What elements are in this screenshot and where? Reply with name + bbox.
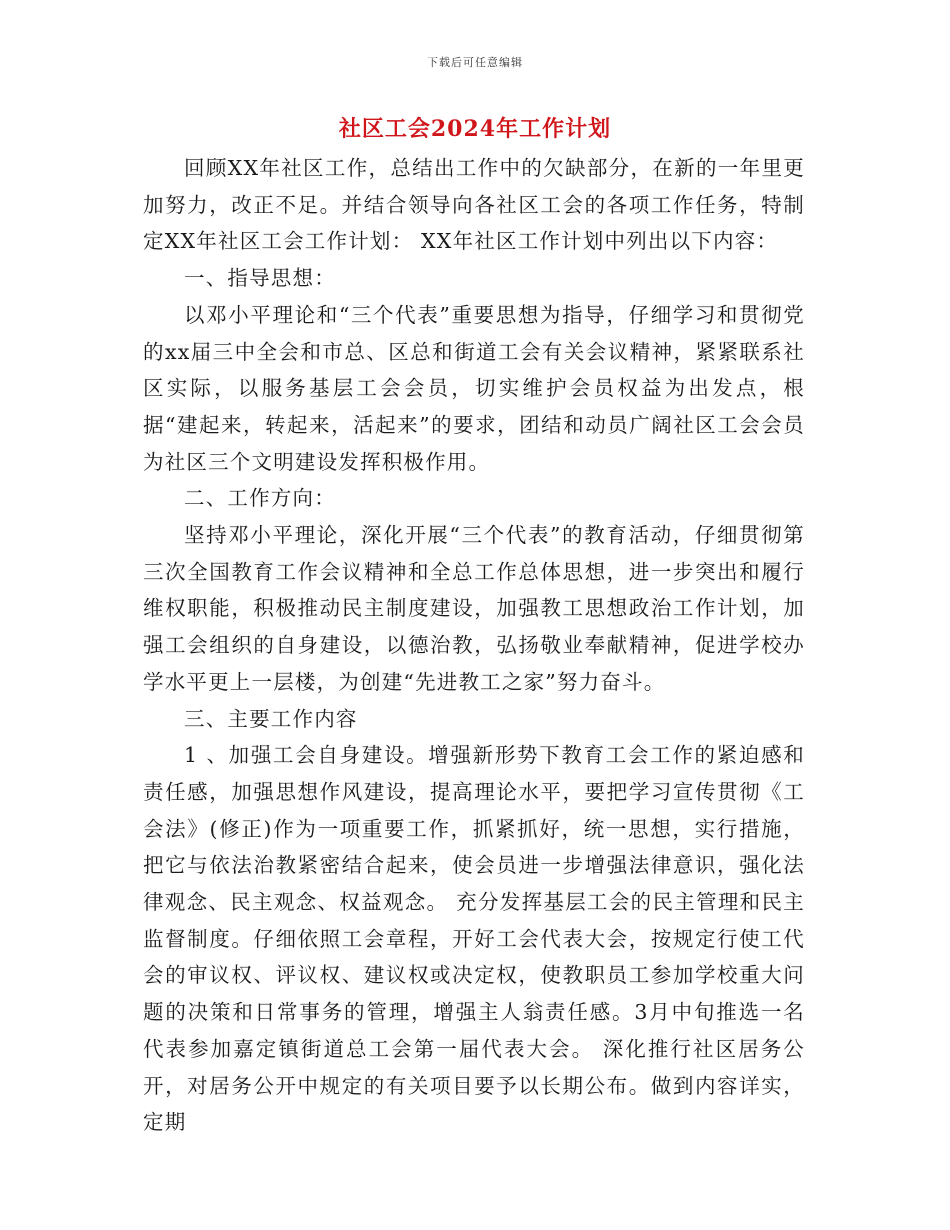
header-note: 下载后可任意编辑 [427,56,523,69]
document-body [143,150,805,1141]
document-title: 社区工会2024年工作计划 [338,116,612,142]
work-direction-paragraph: 坚持邓小平理论，深化开展“三个代表”的教育活动，仔细贯彻第三次全国教育工作会议精神和全总工作总体思想，进一步突出和履行维权职能，积极推动民主制度建设，加强教工思想政治工作计划，加强工会组织的自身建设，以德治教，弘扬敬业奉献精神，促进学校办学水平更上一层楼，为创建“先进教工之家”努力奋斗。 [143,523,805,694]
section-heading-guiding-thought: 一、指导思想： [184,266,336,291]
section-heading-work-direction: 二、工作方向： [184,486,336,511]
intro-paragraph: 回顾XX年社区工作，总结出工作中的欠缺部分，在新的一年里更加努力，改正不足。并结合领导向各社区工会的各项工作任务，特制定XX年社区工会工作计划： XX年社区工作计划中列出以下内容： [143,156,805,254]
guiding-thought-paragraph: 以邓小平理论和“三个代表”重要思想为指导，仔细学习和贯彻党的xx届三中全会和市总、区总和街道工会有关会议精神，紧紧联系社区实际，以服务基层工会会员，切实维护会员权益为出发点，根据“建起来，转起来，活起来”的要求，团结和动员广阔社区工会会员为社区三个文明建设发挥积极作用。 [143,302,805,474]
section-heading-main-work: 三、主要工作内容 [184,706,358,731]
main-work-paragraph: 1 、加强工会自身建设。增强新形势下教育工会工作的紧迫感和责任感，加强思想作风建设，提高理论水平，要把学习宣传贯彻《工会法》(修正)作为一项重要工作，抓紧抓好，统一思想，实行措施，把它与依法治教紧密结合起来，使会员进一步增强法律意识，强化法律观念、民主观念、权益观念。 充分发挥基层工会的民主管理和民主监督制度。仔细依照工会章程，开好工会代表大会，按规定行使工代会的审议权、评议权、建议权或决定权，使教职员工参加学校重大问题的决策和日常事务的管理，增强主人翁责任感。3月中旬推选一名代表参加嘉定镇街道总工会第一届代表大会。 深化推行社区居务公开，对居务公开中规定的有关项目要予以长期公布。做到内容详实，定期 [143,743,805,1135]
